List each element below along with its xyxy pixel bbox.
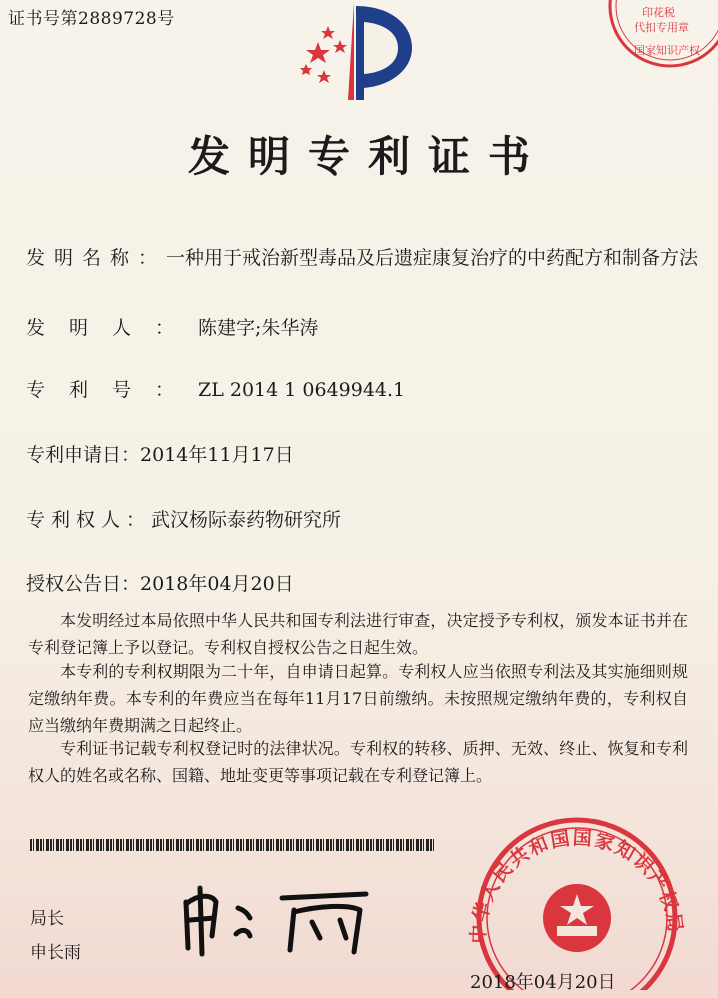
inventor-label: 发明人： [26, 317, 199, 339]
patent-number-label: 专利号： [26, 379, 199, 401]
seal-date: 2018年04月20日 [470, 972, 616, 993]
barcode [30, 839, 434, 851]
body-paragraph-1: 本发明经过本局依照中华人民共和国专利法进行审查，决定授予专利权，颁发本证书并在专利登记簿上予以登记。专利权自授权公告之日起生效。 [28, 611, 688, 657]
certificate-title: 发明专利证书 [187, 132, 548, 181]
svg-text:代扣专用章: 代扣专用章 [634, 21, 689, 34]
svg-text:印花税: 印花税 [642, 6, 675, 19]
patentee-row [26, 505, 341, 532]
grant-date-value: 2018年04月20日 [140, 573, 294, 595]
filing-date-label: 专利申请日： [26, 444, 141, 466]
patentee-value: 武汉杨际泰药物研究所 [151, 509, 342, 531]
svg-text:国家知识产权: 国家知识产权 [634, 44, 700, 57]
director-name: 申长雨 [30, 943, 81, 963]
invention-name-label: 发明名称： [26, 247, 167, 269]
invention-name-row [26, 243, 698, 270]
body-paragraph-2: 本专利的专利权期限为二十年，自申请日起算。专利权人应当依照专利法及其实施细则规定缴纳年费。本专利的年费应当在每年11月17日前缴纳。未按照规定缴纳年费的，专利权自应当缴纳年费期满之日起终止。 [28, 662, 688, 735]
director-title: 局长 [30, 909, 64, 929]
patent-number-row [26, 375, 405, 402]
certificate-number: 证书号第2889728号 [8, 9, 175, 29]
inventor-value: 陈建字;朱华涛 [198, 317, 319, 339]
patentee-label: 专利权人： [26, 509, 152, 531]
patent-number-value: ZL 2014 1 0649944.1 [198, 379, 406, 401]
inventor-row [26, 313, 318, 340]
grant-date-row [26, 569, 294, 596]
signature-icon [178, 880, 378, 960]
filing-date-row [26, 440, 294, 467]
cnipa-emblem-icon [290, 0, 430, 106]
grant-date-label: 授权公告日： [26, 573, 141, 595]
official-seal-icon [446, 800, 706, 990]
invention-name-value: 一种用于戒治新型毒品及后遗症康复治疗的中药配方和制备方法 [166, 247, 699, 269]
svg-text:中华人民共和国国家知识产权局: 中华人民共和国国家知识产权局 [467, 827, 687, 944]
body-paragraph-3: 专利证书记载专利权登记时的法律状况。专利权的转移、质押、无效、终止、恢复和专利权人的姓名或名称、国籍、地址变更等事项记载在专利登记簿上。 [28, 739, 688, 785]
filing-date-value: 2014年11月17日 [140, 444, 294, 466]
tax-stamp-icon [604, 0, 718, 76]
